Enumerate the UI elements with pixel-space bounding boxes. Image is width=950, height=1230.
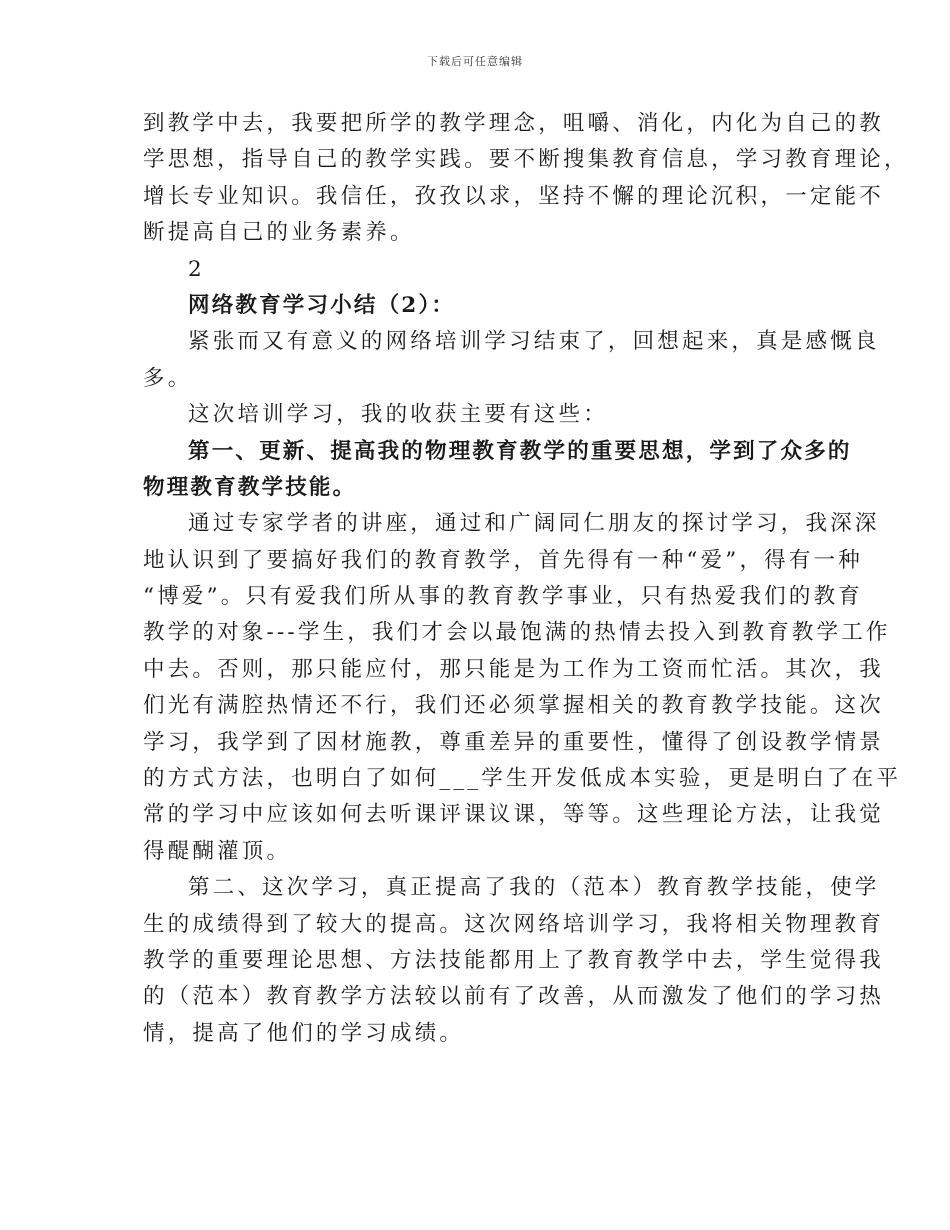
document-body [143, 106, 909, 1052]
paragraph-line: 第二、这次学习，真正提高了我的（范本）教育教学技能，使学 [188, 875, 880, 901]
paragraph-line: 得醍醐灌顶。 [143, 838, 292, 864]
paragraph-line: 到教学中去，我要把所学的教学理念，咀嚼、消化，内化为自己的教 [143, 111, 885, 136]
bold-heading-line: 物理教育教学技能。 [143, 474, 357, 500]
paragraph-line: 通过专家学者的讲座，通过和广阔同仁朋友的探讨学习，我深深 [188, 511, 880, 537]
paragraph-line: 们光有满腔热情还不行，我们还必须掌握相关的教育教学技能。这次 [143, 693, 885, 719]
paragraph-line: 多。 [143, 365, 193, 391]
paragraph-line: 常的学习中应该如何去听课评课议课，等等。这些理论方法，让我觉 [143, 802, 885, 828]
paragraph-line: 中去。否则，那只能应付，那只能是为工作为工资而忙活。其次，我 [143, 656, 885, 682]
paragraph-line: 这次培训学习，我的收获主要有这些： [188, 402, 608, 428]
paragraph-line: 教学的对象---学生，我们才会以最饱满的热情去投入到教育教学工作 [143, 620, 891, 646]
paragraph-line: 学思想，指导自己的教学实践。要不断搜集教育信息，学习教育理论， [143, 147, 909, 173]
paragraph-line: 情，提高了他们的学习成绩。 [143, 1020, 465, 1046]
paragraph-line: 增长专业知识。我信任，孜孜以求，坚持不懈的理论沉积，一定能不 [143, 183, 885, 209]
paragraph-line: 断提高自己的业务素养。 [143, 220, 415, 246]
header-note: 下载后可任意编辑 [427, 55, 523, 68]
paragraph-line: 教学的重要理论思想、方法技能都用上了教育教学中去，学生觉得我 [143, 947, 885, 973]
paragraph-line: 的（范本）教育教学方法较以前有了改善，从而激发了他们的学习热 [143, 984, 885, 1010]
paragraph-line: 地认识到了要搞好我们的教育教学，首先得有一种“爱”，得有一种 [143, 547, 863, 573]
paragraph-line: 生的成绩得到了较大的提高。这次网络培训学习，我将相关物理教育 [143, 911, 885, 937]
bold-heading-line: 第一、更新、提高我的物理教育教学的重要思想，学到了众多的 [188, 438, 852, 464]
paragraph-line: 学习，我学到了因材施教，尊重差异的重要性，懂得了创设教学情景 [143, 729, 885, 755]
paragraph-line: 的方式方法，也明白了如何___学生开发低成本实验，更是明白了在平 [143, 766, 902, 792]
paragraph-line: “博爱”。只有爱我们所从事的教育教学事业，只有热爱我们的教育 [143, 584, 863, 610]
section-title: 网络教育学习小结（2）： [188, 292, 456, 318]
paragraph-line: 紧张而又有意义的网络培训学习结束了，回想起来，真是感慨良 [188, 329, 880, 355]
section-number: 2 [188, 256, 205, 282]
